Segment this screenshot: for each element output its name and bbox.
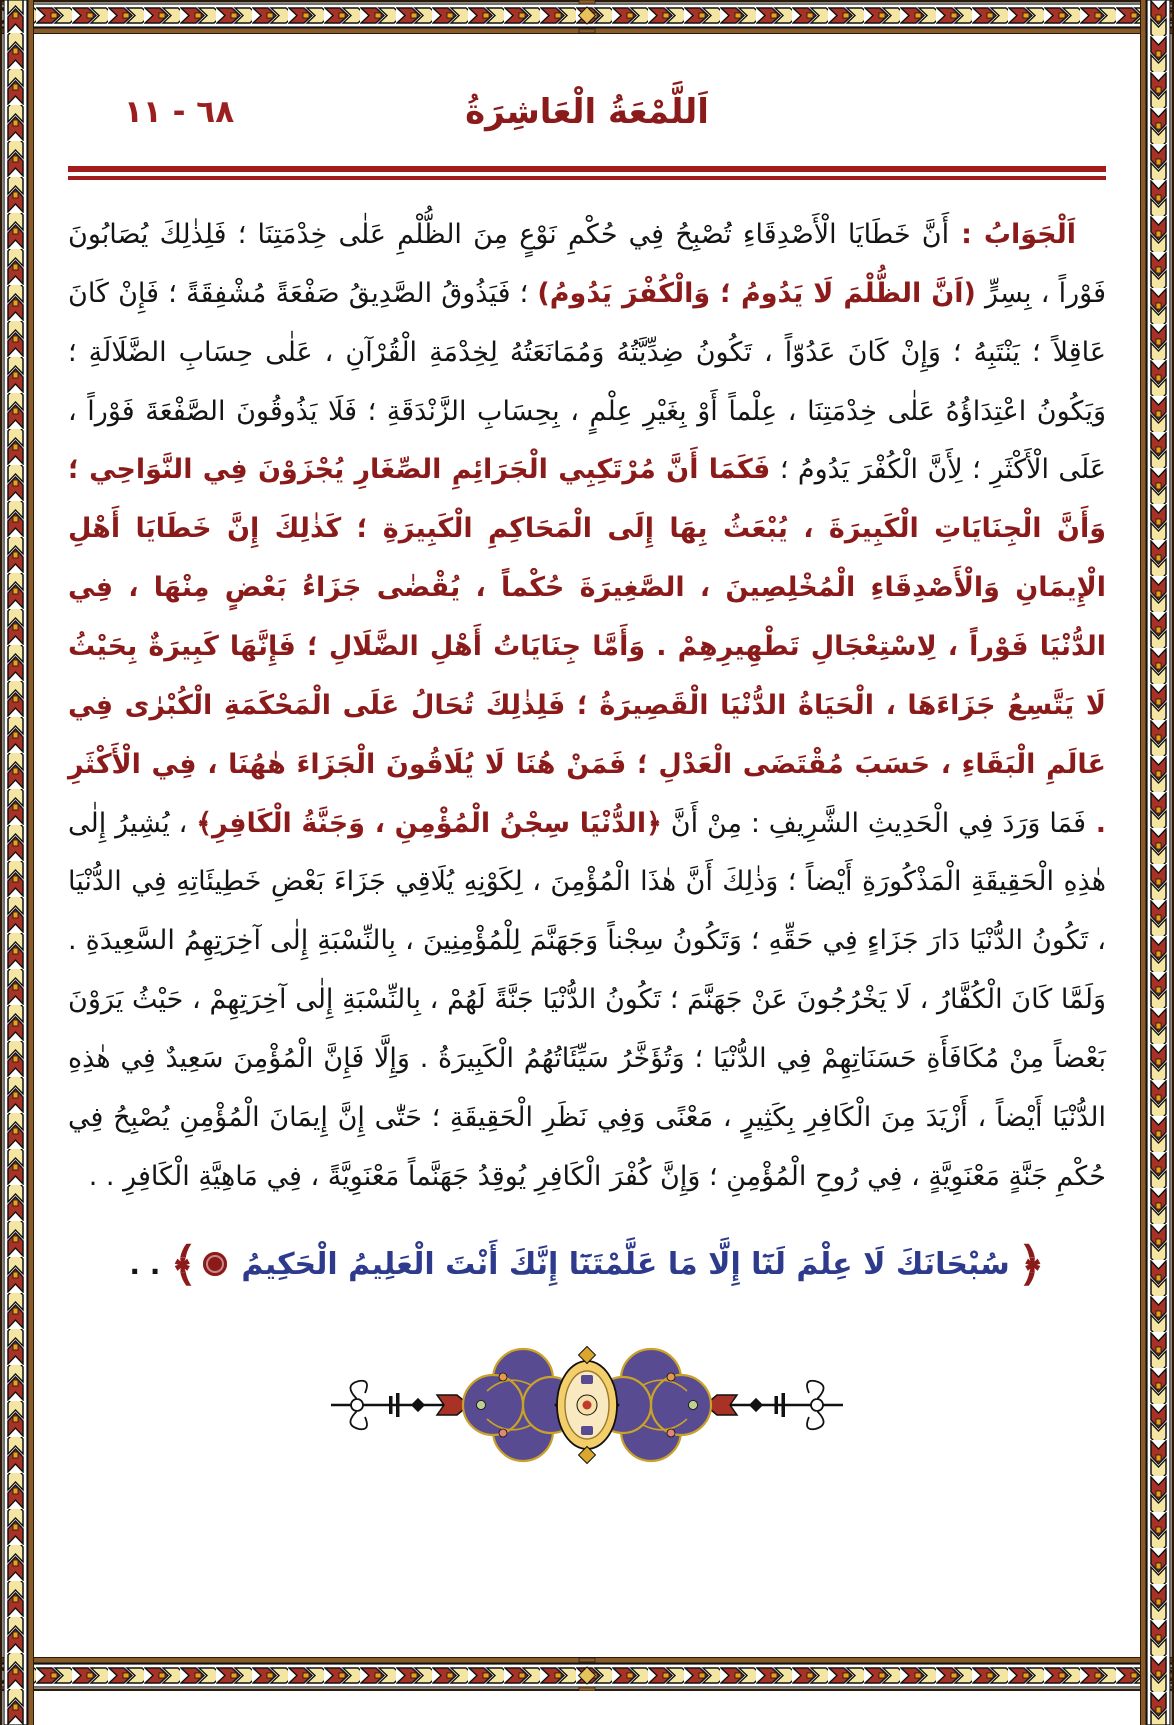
page-number: ٦٨ - ١١ xyxy=(124,94,235,130)
ornate-bracket-open-icon: ﴿ xyxy=(1017,1236,1045,1291)
footer-ornament xyxy=(68,1333,1106,1482)
page-title: اَللَّمْعَةُ الْعَاشِرَةُ xyxy=(465,92,709,132)
text-run-black: فَمَا وَرَدَ فِي الْحَدِيثِ الشَّرِيفِ : مِنْ أَنَّ xyxy=(661,807,1087,839)
border-right-ornament xyxy=(1140,0,1174,1725)
header-divider xyxy=(68,166,1106,180)
page-content xyxy=(34,34,1140,1691)
text-run-red: اَلْجَوَابُ : xyxy=(949,219,1076,250)
border-top-ornament xyxy=(0,0,1174,34)
border-left-ornament xyxy=(0,0,34,1725)
text-run-black: أَنَّ خَطَايَا الْأَصْدِقَاءِ تُصْبِحُ فِي حُكْمِ نَوْعٍ مِنَ الظُّلْمِ عَلٰى خِدْمَتِنَا ؛ فَلِذٰلِكَ يُصَابُونَ فَوْراً ، بِسِرٍّ xyxy=(68,219,1107,309)
page-header xyxy=(68,80,1106,144)
text-run-black: ، يُشِيرُ إِلٰى هٰذِهِ الْحَقِيقَةِ الْمَذْكُورَةِ أَيْضاً ؛ وَذٰلِكَ أَنَّ هٰذَا الْمُؤْمِنَ ، لِكَوْنِهِ يُلَاقِي جَزَاءَ بَعْضِ خَطِيئَاتِهِ فِي الدُّنْيَا ، تَكُونُ الدُّنْيَا دَارَ جَزَاءٍ فِي حَقِّهِ ؛ وَتَكُونُ سِجْناً وَجَهَنَّمَ لِلْمُؤْمِنِينَ ، بِالنِّسْبَةِ إِلٰى آخِرَتِهِمُ السَّعِيدَةِ . وَلَمَّا كَانَ الْكُفَّارُ ، لَا يَخْرُجُونَ عَنْ جَهَنَّمَ ؛ تَكُونُ الدُّنْيَا جَنَّةً لَهُمْ ، بِالنِّسْبَةِ إِلٰى آخِرَتِهِمْ ، حَيْثُ يَرَوْنَ بَعْضاً مِنْ مُكَافَأَةِ حَسَنَاتِهِمْ فِي الدُّنْيَا ؛ وَتُؤَخَّرُ سَيِّئَاتُهُمُ الْكَبِيرَةُ . وَإِلَّا فَإِنَّ الْمُؤْمِنَ سَعِيدٌ فِي هٰذِهِ الدُّنْيَا أَيْضاً ، أَزْيَدَ مِنَ الْكَافِرِ بِكَثِيرٍ ، مَعْنًى وَفِي نَظَرِ الْحَقِيقَةِ ؛ حَتّٰى إِنَّ إِيمَانَ الْمُؤْمِنِ يُصْبِحُ فِي حُكْمِ جَنَّةٍ مَعْنَوِيَّةٍ ، فِي رُوحِ الْمُؤْمِنِ ؛ وَإِنَّ كُفْرَ الْكَافِرِ يُوقِدُ جَهَنَّماً مَعْنَوِيَّةً ، فِي مَاهِيَّةِ الْكَافِرِ . . xyxy=(68,807,1106,1192)
prayer-verse: سُبْحَانَكَ لَا عِلْمَ لَنَٓا إِلَّا مَا عَلَّمْتَنَٓا إِنَّكَ أَنْتَ الْعَلِيمُ الْحَكِيمُ xyxy=(241,1246,1010,1282)
footer-floral-medallion-icon xyxy=(327,1333,847,1478)
text-run-black: ؛ فَيَذُوقُ الصَّدِيقُ صَفْعَةً مُشْفِقَةً ؛ فَإِنْ كَانَ عَاقِلاً ؛ يَنْتَبِهُ ؛ وَإِنْ كَانَ عَدُوّاً ، تَكُونُ ضِدِّيَّتُهُ وَمُمَانَعَتُهُ لِخِدْمَةِ الْقُرْآنِ ، عَلٰى حِسَابِ الضَّلَالَةِ ؛ وَيَكُونُ اعْتِدَاؤُهُ عَلٰى خِدْمَتِنَا ، عِلْماً أَوْ بِغَيْرِ عِلْمٍ ، بِحِسَابِ الزَّنْدَقَةِ ؛ فَلَا يَذُوقُونَ الصَّفْعَةَ فَوْراً ، عَلَى الْأَكْثَرِ ؛ لِأَنَّ الْكُفْرَ يَدُومُ ؛ xyxy=(68,277,1106,486)
body-paragraph xyxy=(68,206,1106,1207)
text-run-red: فَكَمَا أَنَّ مُرْتَكِبِي الْجَرَائِمِ الصِّغَارِ يُجْزَوْنَ فِي النَّوَاحِي ؛ وَأَنَّ الْجِنَايَاتِ الْكَبِيرَةَ ، يُبْعَثُ بِهَا إِلَى الْمَحَاكِمِ الْكَبِيرَةِ ؛ كَذٰلِكَ إِنَّ خَطَايَا أَهْلِ الْإِيمَانِ وَالْأَصْدِقَاءِ الْمُخْلِصِينَ ، الصَّغِيرَةَ حُكْماً ، يُقْضٰى جَزَاءُ بَعْضٍ مِنْهَا ، فِي الدُّنْيَا فَوْراً ، لِاسْتِعْجَالِ تَطْهِيرِهِمْ . وَأَمَّا جِنَايَاتُ أَهْلِ الضَّلَالِ ؛ فَإِنَّهَا كَبِيرَةٌ بِحَيْثُ لَا يَتَّسِعُ جَزَاءَهَا ، الْحَيَاةُ الدُّنْيَا الْقَصِيرَةُ ؛ فَلِذٰلِكَ تُحَالُ عَلَى الْمَحْكَمَةِ الْكُبْرٰى فِي عَالَمِ الْبَقَاءِ ، حَسَبَ مُقْتَضَى الْعَدْلِ ؛ فَمَنْ هُنَا لَا يُلَاقُونَ الْجَزَاءَ هٰهُنَا ، فِي الْأَكْثَرِ . xyxy=(68,454,1107,839)
text-run-red: (اَنَّ الظُّلْمَ لَا يَدُومُ ؛ وَالْكُفْرَ يَدُومُ) xyxy=(537,277,976,309)
ornate-bracket-close-icon: ﴾ xyxy=(170,1236,198,1291)
ayah-rosette-icon xyxy=(203,1252,227,1276)
prayer-trailing-dots: . . xyxy=(129,1247,161,1281)
text-run-red: ﴿الدُّنْيَا سِجْنُ الْمُؤْمِنِ ، وَجَنَّةُ الْكَافِرِ﴾ xyxy=(196,807,662,839)
prayer-line xyxy=(68,1236,1106,1291)
divider-bar-top xyxy=(68,166,1106,172)
divider-bar-bottom xyxy=(68,176,1106,180)
